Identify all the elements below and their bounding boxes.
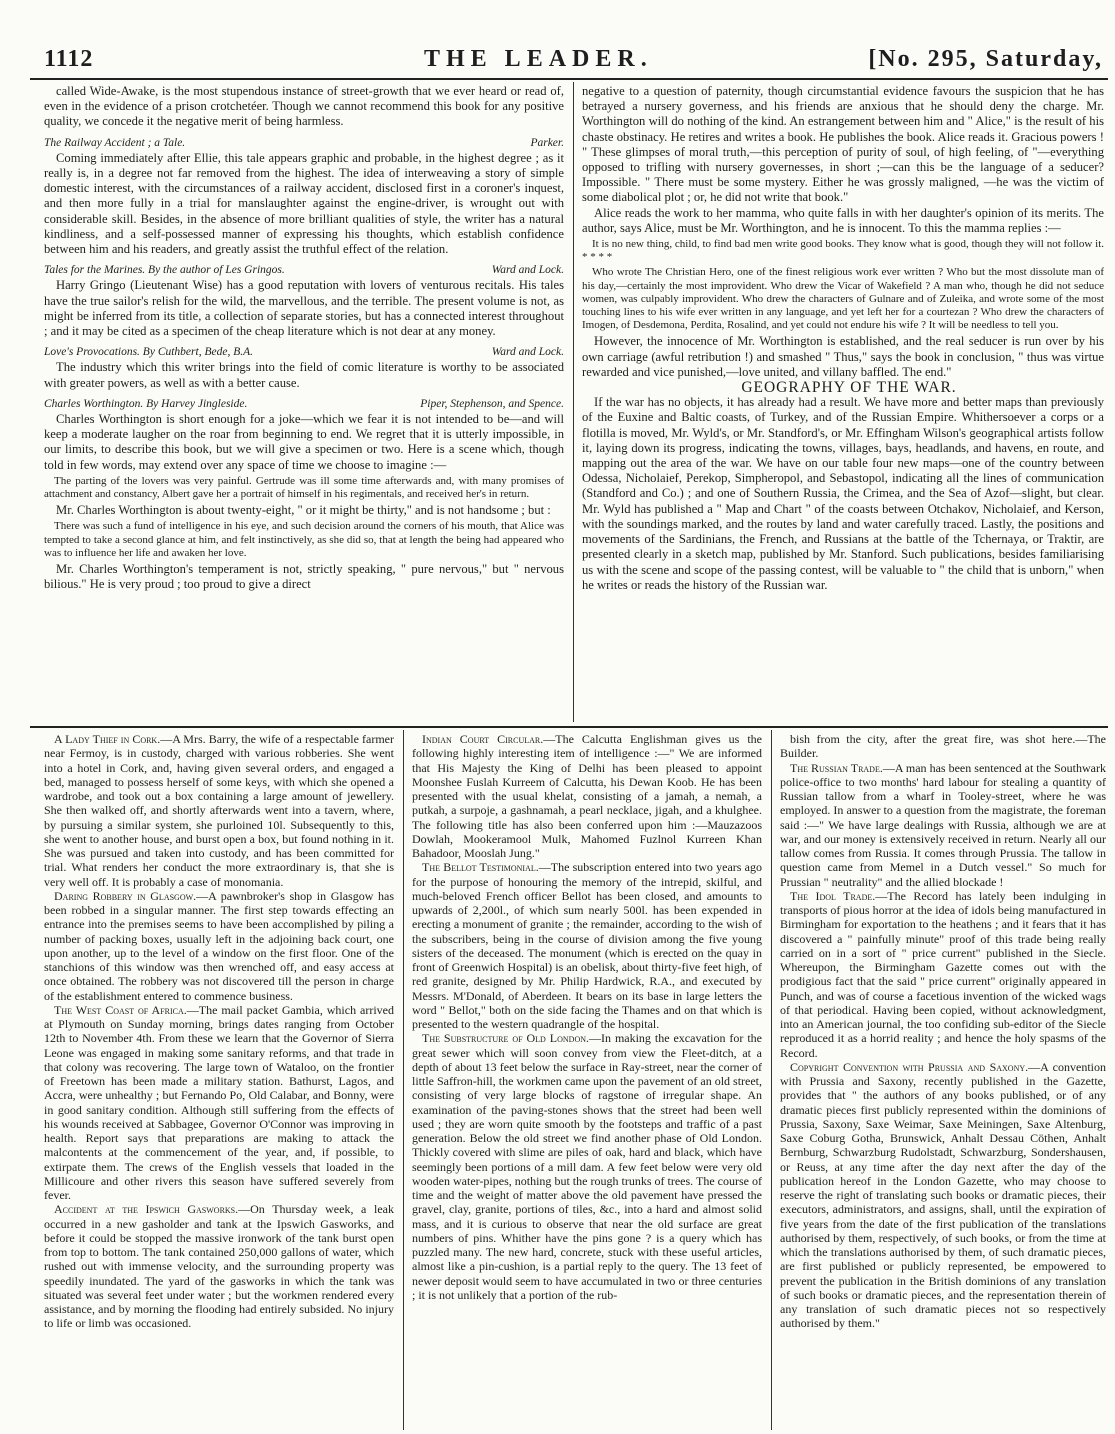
page-number: 1112 <box>44 46 94 72</box>
review-title: Tales for the Marines. By the author of Les Gringos. <box>44 264 285 277</box>
news-item <box>44 732 394 889</box>
review-publisher: Parker. <box>530 136 564 149</box>
section-rule <box>30 726 1108 728</box>
news-item-text: —A man has been sentenced at the Southwark police-office to two months' hard labour for stealing a quantity of Russian tallow from a wharf in Tooley-street, where he was employed. In answer to a question from the magistrate, the foreman said :—" We have large dealings with Russia, although we are at war, and our money is extensively received in return. Nearly all our tallow comes from Russia. It comes through Prussia. The tallow in question came from Memel in a Dutch vessel." So much for Prussian " neutrality" and the allied blockade ! <box>780 760 1106 889</box>
body-paragraph: called Wide-Awake, is the most stupendous instance of street-growth that we ever heard or read of, even in the evidence of a prison crotchetéer. Though we cannot recommend this book for any positive quality, we concede it the negative merit of being harmless. <box>44 84 564 129</box>
column-divider <box>403 730 404 1430</box>
news-item <box>780 889 1106 1060</box>
review-title: The Railway Accident ; a Tale. <box>44 136 186 149</box>
news-item-heading: The Russian Trade. <box>790 760 883 775</box>
news-item <box>44 1202 394 1330</box>
body-paragraph: Charles Worthington is short enough for a joke—which we fear it is not intended to be—and will keep a moderate laugher on the roar from beginning to end. We regret that it is utterly impossible, in our limits, to describe this book, but we will give a specimen or two. Here is a scene which, though told in few words, may extend over any space of time we choose to imagine :— <box>44 412 564 472</box>
page-header <box>14 46 1109 70</box>
body-paragraph: Mr. Charles Worthington is about twenty-eight, " or it might be thirty," and is not handsome ; but : <box>56 503 551 518</box>
lower-column-2 <box>412 732 762 1432</box>
news-item-heading: The Idol Trade. <box>790 888 876 903</box>
body-paragraph: Alice reads the work to her mamma, who quite falls in with her daughter's opinion of its merits. The author, says Alice, must be Mr. Worthington, and he is innocent. To this the mamma replies :— <box>582 205 1104 235</box>
news-item-text: —A convention with Prussia and Saxony, recently published in the Gazette, provides that " the authors of any books published, or of any dramatic pieces first publicly represented within the dominions of Prussia, Saxony, Saxe Weimar, Saxe Meiningen, Saxe Altenburg, Saxe Coburg Gotha, Brunswick, Anhalt Dessau Cöthen, Anhalt Bernburg, Schwarzburg Rudolstadt, Schwarzburg, Sondershausen, or Reuss, at any time after the day next after the day of the publication hereof in the London Gazette, who may choose to reserve the right of translating such books or dramatic pieces, their executors, administrators, and assigns, shall, until the expiration of five years from the date of the first publication of the translations authorised by them, respectively, of such books, or from the time at which the translations authorised by them, of such dramatic pieces, are first published or publicly represented, be empowered to prevent the publication in the British dominions of any translation of such books or dramatic pieces, and the representation therein of any translation of such dramatic pieces not so respectively authorised by them." <box>780 1059 1106 1331</box>
news-item <box>780 732 1106 761</box>
review-heading <box>44 136 564 151</box>
section-heading: GEOGRAPHY OF THE WAR. <box>741 379 957 397</box>
news-item <box>780 1060 1106 1331</box>
quoted-extract: The parting of the lovers was very painful. Gertrude was ill some time afterwards and, with many promises of attachment and constancy, Albert gave her a portrait of himself in his regimentals, and received her's in return. <box>44 474 564 501</box>
upper-right-column <box>582 84 1104 720</box>
news-item-text: —The Record has lately been indulging in transports of pious horror at the idea of idols being manufactured in Birmingham for exportation to the heathens ; and it fears that it has discovered a " painfully minute" proof of this trade being really carried on in a sort of " price current" published in the Siecle. Whereupon, the Birmingham Gazette comes out with the prodigious fact that the said " price current" originally appeared in Punch, and was of course a facetious invention of the wicked wags of that periodical. Having been copied, without acknowledgment, into an American journal, the too confiding sub-editor of the Siecle reproduced it as a horrid reality ; and hence the holy spasms of the Record. <box>780 888 1106 1060</box>
review-publisher: Piper, Stephenson, and Spence. <box>420 397 564 410</box>
header-rule <box>30 78 1108 80</box>
body-paragraph: Mr. Charles Worthington's temperament is not, strictly speaking, " pure nervous," but " nervous bilious." He is very proud ; too proud to give a direct <box>44 562 564 592</box>
news-item-text: —A Mrs. Barry, the wife of a respectable farmer near Fermoy, is in custody, charged with various robberies. She went into a hotel in Cork, and, having given several orders, and engaged a bed, managed to possess herself of some keys, with which she opened a wardrobe, and took out a box containing a large amount of jewellery. She then walked off, and shortly afterwards went into a tavern, where, by pursuing a similar system, she purloined 10l. Subsequently to this, she went to another house, and burst open a box, but found nothing in it. She was pursued and taken into custody, and has been committed for trial. What renders her conduct the more extraordinary is, that she is very well off. It is probably a case of monomania. <box>44 732 394 889</box>
quoted-extract: It is no new thing, child, to find bad men write good books. They know what is good, though they will not follow it. * * * * <box>582 238 1104 264</box>
news-item-text: —The subscription entered into two years ago for the purpose of honouring the memory of the intrepid, skilful, and much-beloved French officer Bellot has been closed, and amounts to upwards of 2,200l., of which sum nearly 500l. has been expended in erecting a monument of granite ; the remainder, according to the wish of the subscribers, being in the course of division among the five young sisters of the deceased. The monument (which is erected on the quay in front of Greenwich Hospital) is an obelisk, about thirty-five feet high, of red granite, designed by Mr. Philip Hardwick, R.A., and executed by Messrs. M'Donald, of Aberdeen. It bears on its base in large letters the word " Bellot," both on the side facing the Thames and on that which is presented to the western quadrangle of the hospital. <box>412 860 762 1031</box>
body-paragraph: If the war has no objects, it has already had a result. We have more and better maps than previously of the Euxine and Baltic coasts, of Turkey, and of the Russian Empire. Whithersoever a corps or a flotilla is moved, Mr. Wyld's, or Mr. Standford's, or Mr. Effingham Wilson's geographical artists follow it, laying down its progress, indicating the towns, villages, bays, headlands, and havens, en route, and mapping out the area of the war. We have on our table four new maps—one of the country between Odessa, Nicholaief, Perekop, Simpheropol, and Sebastopol, indicating all the lines of communication (Standford and Co.) ; and one of Southern Russia, the Crimea, and the Sea of Azof—slight, but clear. Mr. Wyld has published a " Map and Chart " of the coasts between Otchakov, Nicholaief, and Kerson, with the soundings marked, and the routes by land and water carefully traced. Lastly, the positions and movements of the Sardinians, the French, and Russians at the battle of the Tchernaya, or Traktir, are presented clearly in a sketch map, published by Mr. Stanford. Such publications, besides familiarising us with the scene and scope of the passing contest, will be valuable to " the child that is unborn," when he writes or reads the history of the Russian war. <box>582 395 1104 592</box>
review-title: Charles Worthington. By Harvey Jingleside. <box>44 397 248 410</box>
review-publisher: Ward and Lock. <box>491 346 564 359</box>
news-item-text: bish from the city, after the great fire, was shot here.—The Builder. <box>780 732 1106 761</box>
news-item-text: —The mail packet Gambia, which arrived at Plymouth on Sunday morning, brings dates ranging from October 12th to November 4th. From these we learn that the Governor of Sierra Leone was engaged in making some sanitary reforms, and that trade in that colony was recovering. The large town of Wataloo, on the frontier of Freetown has been made a military station. Bathurst, Lagos, and Accra, were unhealthy ; but Fernando Po, Old Calabar, and Bonny, were in good sanitary condition. Although still suffering from the effects of his wounds received at Sabbagee, Governor O'Connor was improving in health. Report says that preparations are making to attack the malcontents at the commencement of the year, and, if possible, to extirpate them. The crews of the English vessels that loaded in the Millicoure and other rivers this season have suffered severely from fever. <box>44 1002 394 1202</box>
news-item <box>780 761 1106 889</box>
news-item <box>44 1003 394 1203</box>
news-item <box>412 732 762 860</box>
news-item-heading: Indian Court Circular. <box>422 732 544 746</box>
review-heading <box>44 345 564 360</box>
news-item-heading: The Bellot Testimonial. <box>422 860 539 875</box>
news-item-heading: A Lady Thief in Cork. <box>54 732 161 746</box>
quoted-extract: Who wrote The Christian Hero, one of the finest religious work ever written ? Who but the most dissolute man of his day,—certainly the most improvident. Who drew the Vicar of Wakefield ? A man who, though he did not seduce women, was culpably improvident. Who drew the characters of Gulnare and of Zuleika, and wrote some of the most touching lines to his wife ever written in any language, and yet left her for a courtezan ? Who drew the characters of Imogen, of Desdemona, Perdita, Rosalind, and yet could not endure his wife ? It will be needless to tell you. <box>582 266 1104 332</box>
issue-label: [No. 295, Saturday, <box>868 46 1103 72</box>
news-item-heading: Accident at the Ipswich Gasworks. <box>54 1202 239 1217</box>
quoted-extract: There was such a fund of intelligence in his eye, and such decision around the corners of his mouth, that Alice was tempted to take a second glance at him, and felt instinctively, as she did so, that at length the being had appeared who was to influence her life and awaken her love. <box>44 520 564 559</box>
body-paragraph: However, the innocence of Mr. Worthington is established, and the real seducer is run over by his own carriage (awful retribution !) and smashed " Thus," says the book in conclusion, " thus was virtue rewarded and vice punished,—love united, and villany baffled. The end." <box>582 334 1104 379</box>
review-publisher: Ward and Lock. <box>491 264 564 277</box>
review-heading <box>44 263 564 278</box>
column-divider <box>573 82 574 722</box>
upper-left-column <box>44 84 564 720</box>
review-title: Love's Provocations. By Cuthbert, Bede, B.A. <box>44 346 253 359</box>
news-item-heading: The Substructure of Old London. <box>422 1031 589 1046</box>
lower-column-3 <box>780 732 1106 1432</box>
body-paragraph: Harry Gringo (Lieutenant Wise) has a good reputation with lovers of venturous recitals. His tales have the true sailor's relish for the wild, the marvellous, and the terrible. The present volume is not, as might be inferred from its title, a collection of separate stories, but has a connected interest throughout ; and it may be cited as a specimen of the cheap literature which is not dear at any money. <box>44 278 564 339</box>
body-paragraph: Coming immediately after Ellie, this tale appears graphic and probable, in the highest degree ; as it really is, in a degree not far removed from the highest. The idea of interweaving a story of simple domestic interest, with the circumstances of a railway accident, disclosed first in a coroner's inquest, and then more fully in a trial for manslaughter against the engine-driver, is wrought out with considerable skill. Besides, in the absence of more brilliant qualities of style, the writer has a natural kindliness, and a self-possessed manner of expressing his thoughts, which establish confidence between him and his readers, and greatly assist the truthful effect of the relation. <box>44 150 564 257</box>
column-divider <box>771 730 772 1430</box>
review-heading <box>44 397 564 412</box>
news-item-heading: Copyright Convention with Prussia and Saxony. <box>790 1059 1029 1074</box>
news-item-text: —A pawnbroker's shop in Glasgow has been robbed in a singular manner. The first step towards effecting an entrance into the premises seems to have been accomplished by piling a number of packing boxes, usually left in the adjoining back court, one upon another, up to the level of a window on the first floor. One of the stanchions of this window was then wrenched off, and easy access at once obtained. The robbery was not discovered till the person in charge of the establishment entered to commence business. <box>44 888 394 1003</box>
news-item-text: —In making the excavation for the great sewer which will soon convey from view the Fleet-ditch, at a depth of about 13 feet below the surface in Ray-street, near the corner of little Saffron-hill, the workmen came upon the pavement of an old street, consisting of very large blocks of ragstone of irregular shape. An examination of the paving-stones shows that the street had been well used ; they are worn quite smooth by the footsteps and traffic of a past generation. Below the old street we find another phase of Old London. Thickly covered with slime are piles of oak, hard and black, which have seemingly been portions of a mill dam. A few feet below were very old wooden water-pipes, nothing but the rough trunks of trees. The course of time and the weight of matter above the old pavement have pressed the gravel, clay, granite, portions of tiles, &c., into a hard and almost solid mass, and it is curious to observe that near the old surface are great numbers of pins. Whither have the pins gone ? is a query which has puzzled many. The new hard, concrete, stuck with these useful articles, almost like a pin-cushion, is a partial reply to the query. The 13 feet of newer deposit would seem to have accumulated in two or three centuries ; it is not unlikely that a portion of the rub- <box>412 1031 762 1302</box>
news-item-text: —On Thursday week, a leak occurred in a new gasholder and tank at the Ipswich Gasworks, and before it could be stopped the massive ironwork of the tank burst open from top to bottom. The tank contained 250,000 gallons of water, which rushed out with immense velocity, and the surrounding property was speedily inundated. The yard of the gasworks in which the tank was situated was several feet under water ; but the workmen rendered every assistance, and by morning the flooding had entirely subsided. No injury to life or limb was occasioned. <box>44 1202 394 1331</box>
news-item-text: —The Calcutta Englishman gives us the following highly interesting item of intelligence :—" We are informed that His Majesty the King of Delhi has been pleased to appoint Moonshee Fuslah Kurreem of Calcutta, his Dewan Koob. He has been presented with the usual khelat, consisting of a jamah, a nemah, a putkah, a surpoje, a gashnamah, a pearl necklace, jigah, and a khulghee. The following title has also been conferred upon him :—Mauzazoos Dowlah, Mookeramool Mulk, Mahomed Fuzlnol Kurreen Khan Bahadoor, Mooslah Jung." <box>412 732 762 860</box>
body-paragraph: The industry which this writer brings into the field of comic literature is worthy to be associated with greater powers, as well as with a better cause. <box>44 360 564 390</box>
news-item <box>44 889 394 1003</box>
body-paragraph: negative to a question of paternity, though circumstantial evidence favours the suspicion that he has betrayed a nursery governess, and his friends are anxious that he should deny the charge. Mr. Worthington will do nothing of the kind. An estrangement between him and " Alice," is the result of his chaste obstinacy. He retires and writes a book. He publishes the book. Alice reads it. Gracious powers ! " These glimpses of moral truth,—this perception of purity of soul, of high feeling, of "—everything opposed to trifling with nursery governesses, in short ;—can this be the language of a seducer? Impossible. " There must be some mystery. Either he was grossly maligned, —he was the victim of some diabolical plot ; or, he did not write that book." <box>582 84 1104 205</box>
news-item-heading: Daring Robbery in Glasgow. <box>54 888 197 903</box>
news-item <box>412 860 762 1031</box>
masthead-title: THE LEADER. <box>424 46 653 72</box>
news-item <box>412 1031 762 1302</box>
lower-column-1 <box>44 732 394 1432</box>
news-item-heading: The West Coast of Africa. <box>54 1002 187 1017</box>
